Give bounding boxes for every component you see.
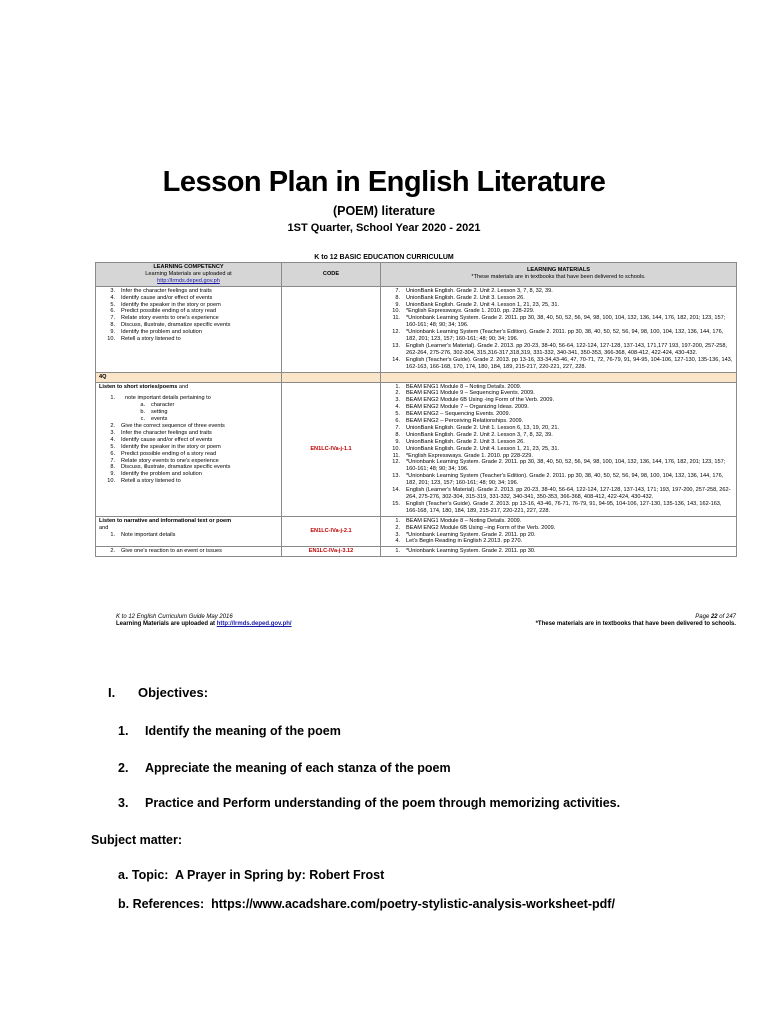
- list-item: 3. BEAM ENG2 Module 6B Using -ing Form of the Verb. 2009.: [395, 397, 554, 404]
- curriculum-table: [95, 262, 737, 557]
- materials-cell: [381, 286, 737, 372]
- materials-header: LEARNING MATERIALS *These materials are in textbooks that have been delivered to schools.: [381, 263, 737, 287]
- code-cell: [282, 286, 381, 372]
- list-item: 5. BEAM ENG2 – Sequencing Events. 2009.: [395, 411, 511, 418]
- list-item: 7. UnionBank English. Grade 2. Unit 1. Lesson 6, 13, 19, 20, 21.: [395, 424, 559, 431]
- list-item: 7. UnionBank English. Grade 2. Unit 2. Lesson 3, 7, 8, 32, 39.: [395, 287, 553, 294]
- list-item: 4. Identify cause and/or effect of events: [110, 294, 213, 301]
- list-item: 3. Infer the character feelings and traits: [110, 287, 212, 294]
- table-row: [96, 286, 737, 372]
- materials-list: [384, 288, 733, 371]
- list-item: 10. Retell a story listened to: [107, 478, 181, 485]
- list-item: 9. UnionBank English. Grade 2. Unit 4. Lesson 1, 21, 23, 25, 31.: [395, 301, 559, 308]
- references-link[interactable]: https://www.acadshare.com/poetry-stylistic-analysis-worksheet-pdf/: [211, 897, 615, 911]
- footer-right: [536, 614, 736, 628]
- competency-cell: [96, 547, 282, 557]
- list-item: 14. English (Learner's Material). Grade 2. 2013. pp 20-23, 38-40, 56-64, 122-124, 127-128, 137-143, 171; 193, 197-200, 257-258, 262-264, 275-276, 302-304, 315-319, 331-332, 340-341, 350-353, 366-368, 408-412, 422-424, 430-432.: [392, 487, 731, 500]
- list-item: 8. UnionBank English. Grade 2. Unit 2. Lesson 3, 7, 8, 32, 39.: [395, 431, 553, 438]
- list-item: 3. Infer the character feelings and traits: [110, 429, 212, 436]
- code-cell: EN1LC-IVa-j-3.12: [282, 547, 381, 557]
- materials-cell: [381, 382, 737, 516]
- list-item: 2. Give one's reaction to an event or issues: [110, 548, 222, 555]
- list-item: 1. BEAM ENG1 Module 8 – Noting Details. 2009.: [395, 383, 522, 390]
- list-item: 6. Predict possible ending of a story read: [110, 450, 217, 457]
- objectives-heading: I. Objectives:: [108, 685, 209, 700]
- list-item: 4. BEAM ENG2 Module 7 – Organizing Ideas. 2009.: [395, 404, 529, 411]
- footer-note: *These materials are in textbooks that have been delivered to schools.: [535, 621, 736, 627]
- list-item: 9. Identify the problem and solution: [110, 329, 202, 336]
- table-header-row: [96, 263, 737, 287]
- list-item: 11. *English Expressways. Grade 1. 2010. pp 228-229.: [392, 452, 533, 459]
- materials-list: [384, 384, 733, 515]
- list-item: 1. BEAM ENG1 Module 8 – Noting Details. 2009.: [395, 517, 522, 524]
- quarter-row: [96, 372, 737, 382]
- list-item: 10. Retell a story listened to: [107, 336, 181, 343]
- competency-cell: [96, 286, 282, 372]
- footer-left: K to 12 English Curriculum Guide May 2016 Learning Materials are uploaded at http://lrmds.deped.gov.ph/: [116, 614, 292, 627]
- list-item: 9. UnionBank English. Grade 2. Unit 3. Lesson 26.: [395, 438, 525, 445]
- list-item: 7. Relate story events to one's experience: [110, 457, 219, 464]
- table-row: [96, 382, 737, 516]
- topic-line: a. Topic: A Prayer in Spring by: Robert Frost: [118, 868, 385, 882]
- sub-item: a. character: [140, 402, 175, 409]
- list-item: 10. *English Expressways. Grade 1. 2010. pp. 228-229.: [392, 308, 535, 315]
- list-item: 8. UnionBank English. Grade 2. Unit 3. Lesson 26.: [395, 294, 525, 301]
- competency-list: [99, 288, 278, 343]
- competency-cell: Listen to short stories/poems and 1. note important details pertaining to a. character b. setting c. events 2. Give the correct sequence of three events 3. Infer the character feelings and traits 4. Identify cause and/or effect of events 5. Identify the speaker in the story or poem 6. Predict possible ending of a story read 7. Relate story events to one's experience 8. Discuss, illustrate, dramatize specific events 9. Identify the problem and solution 10. Retell a story listened to: [96, 382, 282, 516]
- list-item: 5. Identify the speaker in the story or poem: [110, 301, 221, 308]
- list-item: 12. *Unionbank Learning System. Grade 2. 2011. pp 30, 38, 40, 50, 52, 56, 94, 98, 100, 104, 132, 136, 144, 176, 182, 201; 123, 157; 160-161; 48; 90; 34; 196.: [392, 459, 726, 473]
- document-subtitle: (POEM) literature: [332, 204, 436, 218]
- quarter-cell: 4Q: [96, 372, 282, 382]
- guide-label: K to 12 English Curriculum Guide May 2016: [116, 614, 233, 620]
- list-item: 12. *Unionbank Learning System (Teacher's Edition). Grade 2. 2011. pp 30, 38, 40, 50, 52, 56, 94, 98, 100, 104, 132, 136, 144, 176, 182, 201; 123, 157; 160-161; 48; 90; 34; 196.: [392, 329, 724, 343]
- list-item: 15. English (Teacher's Guide). Grade 2. 2013. pp 13-16, 43-46, 76-71, 76-79, 91, 94-95, 104-106, 127-130, 135-136, 143, 162-163, 166-168, 174, 180, 184, 189, 215-217, 220-221, 227, 228.: [392, 500, 722, 514]
- list-item: 2. BEAM ENG2 Module 6B Using –ing Form of the Verb. 2009.: [395, 524, 556, 531]
- objective-item-3: 3. Practice and Perform understanding of the poem through memorizing activities.: [118, 796, 621, 810]
- materials-cell: [381, 547, 737, 557]
- list-item: 4. Identify cause and/or effect of events: [110, 436, 213, 443]
- list-item: 14. English (Teacher's Guide). Grade 2. 2013. pp 13-16, 33-34,43-46, 47, 70-71, 72, 76-79, 91, 94-95, 104-106, 127-130, 135-136, 143, 162-163, 166-168, 170, 174, 180, 184, 189, 215-217, 220-221, 227, 228.: [392, 356, 733, 370]
- code-cell: EN1LC-IVa-j-2.1: [282, 516, 381, 547]
- list-item: 6. Predict possible ending of a story read: [110, 308, 217, 315]
- lrmds-link[interactable]: http://lrmds.deped.gov.ph: [157, 277, 220, 284]
- subject-matter-heading: Subject matter:: [91, 833, 182, 847]
- list-item: 2. BEAM ENG1 Module 9 – Sequencing Events. 2009.: [395, 390, 535, 397]
- table-row: [96, 516, 737, 547]
- materials-cell: [381, 516, 737, 547]
- list-item: 10. UnionBank English. Grade 2. Unit 4. Lesson 1, 21, 23, 25, 31.: [392, 445, 559, 452]
- sub-item-list: [99, 402, 278, 423]
- references-line: b. References: https://www.acadshare.com/poetry-stylistic-analysis-worksheet-pdf/: [118, 897, 615, 911]
- list-item: 9. Identify the problem and solution: [110, 471, 202, 478]
- list-item: 8. Discuss, illustrate, dramatize specific events: [110, 322, 231, 329]
- page-number: Page 22 of 247: [695, 614, 736, 620]
- code-cell: EN1LC-IVa-j-1.1: [282, 382, 381, 516]
- footer-link[interactable]: http://lrmds.deped.gov.ph/: [216, 621, 292, 627]
- sub-item: b. setting: [140, 409, 168, 416]
- list-item: 6. BEAM ENG2 – Perceiving Relationships. 2009.: [395, 418, 524, 425]
- sub-item: c. events: [140, 416, 168, 423]
- list-item: 1. *Unionbank Learning System. Grade 2. 2011. pp 30.: [395, 548, 536, 555]
- list-item: 8. Discuss, illustrate, dramatize specific events: [110, 464, 231, 471]
- objective-item-2: 2. Appreciate the meaning of each stanza of the poem: [118, 761, 451, 775]
- curriculum-caption: K to 12 BASIC EDUCATION CURRICULUM: [314, 254, 454, 261]
- table-row: [96, 547, 737, 557]
- competency-list: [99, 423, 278, 485]
- code-header: CODE: [282, 263, 381, 287]
- list-item: 13. English (Learner's Material). Grade 2. 2013. pp 20-23, 38-40, 56-64, 122-124, 127-128, 137-143, 171,177 193, 197-200, 257-258, 262-264, 275-276, 302-304, 315,316-317,318,319, 331-332, 340-341, 350-353, 366-368, 408-412, 422-424, 430-432.: [392, 342, 728, 356]
- objective-item-1: 1. Identify the meaning of the poem: [118, 724, 341, 738]
- quarter-label: 1ST Quarter, School Year 2020 - 2021: [287, 222, 481, 234]
- materials-list: [384, 518, 733, 546]
- document-title: Lesson Plan in English Literature: [162, 166, 606, 198]
- list-item: 3. *Unionbank Learning System. Grade 2. 2011. pp 20.: [395, 531, 536, 538]
- list-item: 13. *Unionbank Learning System (Teacher's Edition). Grade 2. 2011. pp 30, 38, 40, 50, 52, 56, 94, 98, 100, 104, 132, 136, 144, 176, 182, 201; 123, 157; 160-161; 48; 90; 34; 196.: [392, 473, 724, 487]
- list-item: 1. Note important details: [110, 531, 176, 538]
- list-item: 4. Let's Begin Reading in English 2.2013. pp 270.: [395, 538, 523, 545]
- competency-header: LEARNING COMPETENCY Learning Materials are uploaded at http://lrmds.deped.gov.ph: [96, 263, 282, 287]
- list-item: 5. Identify the speaker in the story or poem: [110, 443, 221, 450]
- list-item: 2. Give the correct sequence of three events: [110, 423, 225, 430]
- competency-cell: Listen to narrative and informational text or poem and 1. Note important details: [96, 516, 282, 547]
- list-item: 7. Relate story events to one's experience: [110, 315, 219, 322]
- list-item: 11. *Unionbank Learning System. Grade 2. 2011. pp 30, 38, 40, 50, 52, 56, 94, 98, 100, 104, 132, 136, 144, 176, 182, 201; 123, 157; 160-161; 48; 90; 34; 196.: [392, 315, 726, 329]
